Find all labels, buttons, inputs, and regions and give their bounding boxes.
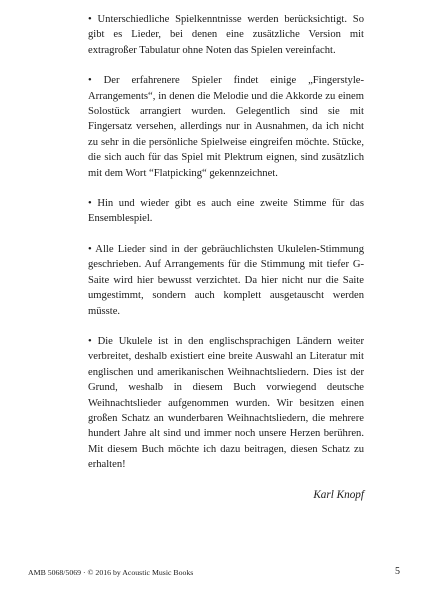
paragraph-tuning: • Alle Lieder sind in der gebräuchlichsten Ukulelen-Stimmung geschrieben. Auf Arrangements für die Stimmung mit tiefer G-Saite wird hier bewusst verzichtet. Da hier nicht nur die Saite umgestimmt, sondern auch komplett ausgetauscht werden müsste. [88,243,364,317]
author-signature: Karl Knopf [313,488,364,501]
paragraph-second-voice: • Hin und wieder gibt es auch eine zweite Stimme für das Ensemblespiel. [88,198,364,225]
paragraph-christmas-songs: • Die Ukulele ist in den englischsprachigen Ländern weiter verbreitet, deshalb existiert eine breite Auswahl an Literatur mit englischen und amerikanischen Weihnachtsliedern. Dies ist der Grund, weshalb in diesem Buch vorwiegend deutsche Weihnachtslieder aufgenommen wurden. Wir besitzen einen großen Schatz an wunderbaren Weihnachtsliedern, die mehrere hundert Jahre alt sind und immer noch unsere Herzen berühren. Mit diesem Buch möchte ich dazu beitragen, diesen Schatz zu erhalten! [88,335,364,471]
paragraph-fingerstyle: • Der erfahrenere Spieler findet einige „Fingerstyle-Arrangements“, in denen die Melodie und die Akkorde zu einem Solostück arrangiert wurden. Gelegentlich sind sie mit Fingersatz versehen, allerdings nur in Ausnahmen, da ich nicht zu sehr in die persönliche Spielweise eingreifen möchte. Stücke, die sich auch für das Spiel mit Plektrum eignen, sind zusätzlich mit dem Wort “Flatpicking“ gekennzeichnet. [88,75,364,179]
page-number: 5 [395,566,400,577]
body-text [88,12,364,503]
footer-copyright: AMB 5068/5069 · © 2016 by Acoustic Music Books [28,568,194,577]
paragraph-skill-levels: • Unterschiedliche Spielkenntnisse werden berücksichtigt. So gibt es Lieder, bei denen eine zusätzliche Version mit extragroßer Tabulatur ohne Noten das Spielen vereinfacht. [88,14,364,56]
